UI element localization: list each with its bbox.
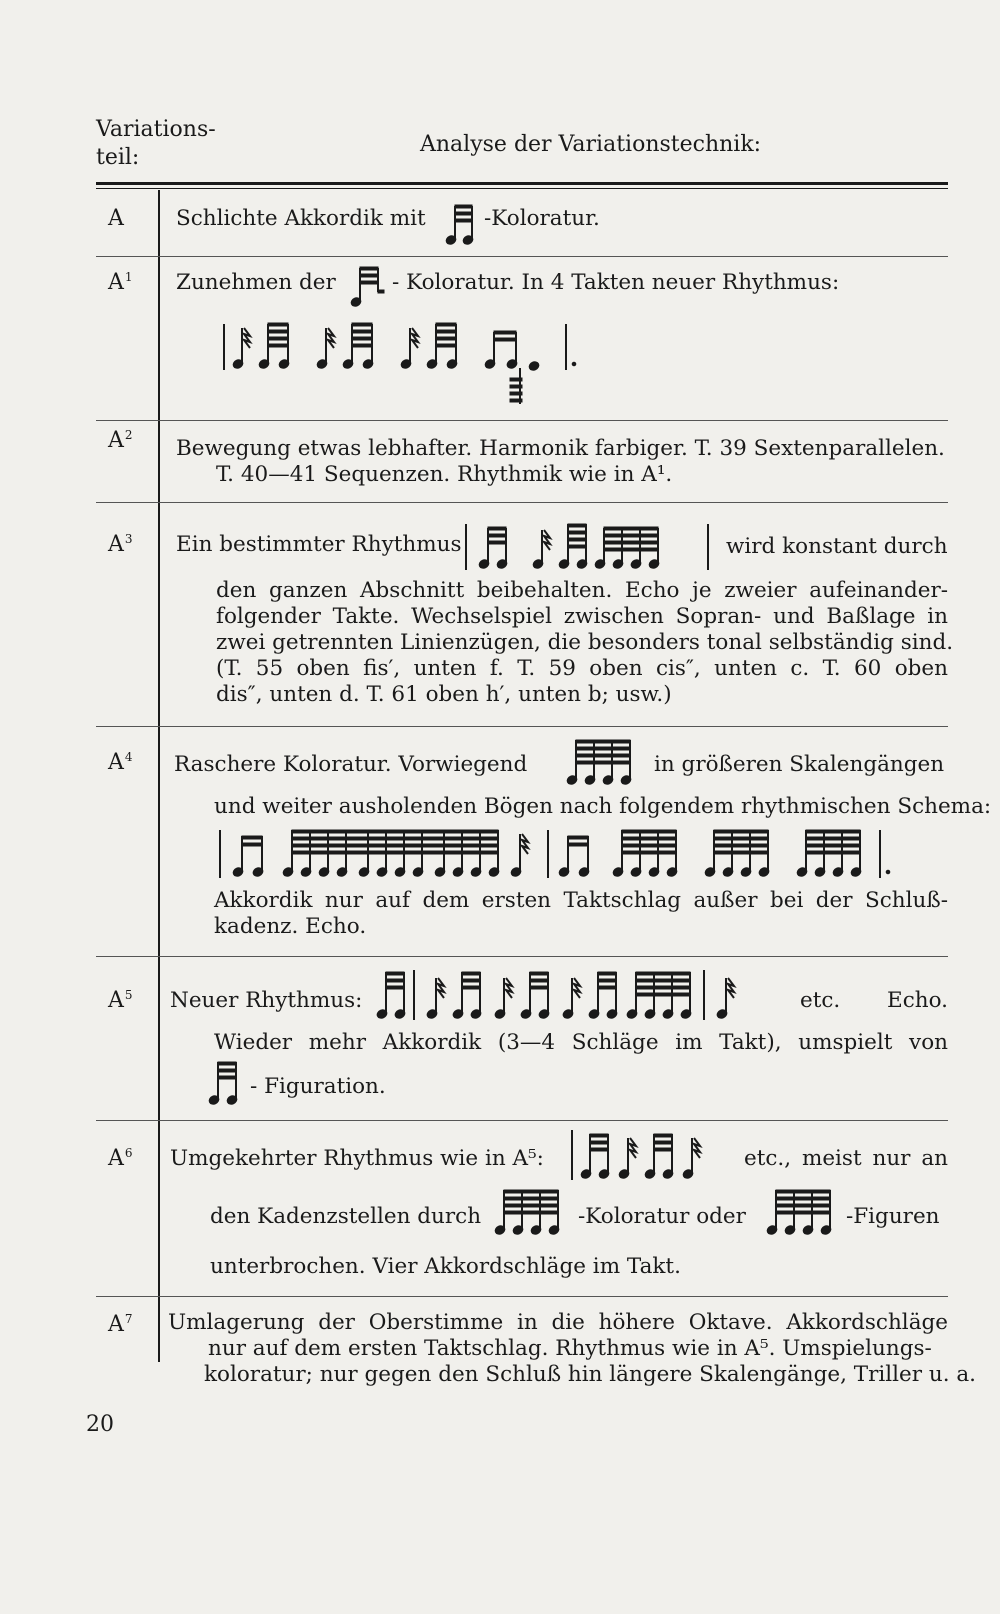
- row-separator: [96, 1120, 948, 1121]
- row-a7-text-2: nur auf dem ersten Taktschlag. Rhythmus wie in A⁵. Umspielungs-: [208, 1336, 932, 1361]
- row-separator: [96, 956, 948, 957]
- row-label-sup: 1: [124, 270, 133, 284]
- rhythm-schema-a1: [222, 318, 592, 414]
- row-label-text: A: [108, 270, 124, 295]
- music-figure-icon: [492, 1186, 572, 1238]
- row-a5-text-4: - Figuration.: [250, 1074, 386, 1099]
- row-label-sup: 4: [124, 750, 133, 764]
- row-label-sup: 7: [124, 1312, 133, 1326]
- row-label-sup: 3: [124, 532, 133, 546]
- header-rule-thin: [96, 188, 948, 189]
- row-label-text: A: [108, 532, 124, 557]
- header-line-1: Variations-: [96, 117, 216, 142]
- rhythm-figure-a6: [570, 1128, 730, 1184]
- row-a2-text-2: T. 40—41 Sequenzen. Rhythmik wie in A¹.: [216, 462, 673, 487]
- rhythm-schema-a4: [218, 826, 918, 886]
- music-figure-icon: [206, 1056, 246, 1108]
- rhythm-figure-a5: [374, 966, 782, 1026]
- row-a6-text-5: -Figuren: [846, 1204, 940, 1229]
- music-figure-icon: [764, 1186, 844, 1238]
- page-number: 20: [86, 1412, 114, 1437]
- row-a-text-1: Schlichte Akkordik mit: [176, 206, 426, 231]
- row-a3-text-7: dis″, unten d. T. 61 oben h′, unten b; usw.): [216, 682, 672, 707]
- row-a3-text-6: (T. 55 oben fis′, unten f. T. 59 oben cis″, unten c. T. 60 oben: [216, 656, 948, 681]
- row-a6-text-6: unterbrochen. Vier Akkordschläge im Takt.: [210, 1254, 681, 1279]
- row-label-a3: [108, 532, 133, 557]
- row-a3-text-4: folgender Takte. Wechselspiel zwischen Sopran- und Baßlage in: [216, 604, 948, 629]
- row-a6-text-2: etc., meist nur an: [744, 1146, 948, 1171]
- row-a2-text-1: Bewegung etwas lebhafter. Harmonik farbiger. T. 39 Sextenparallelen.: [176, 436, 945, 461]
- row-a6-text-1: Umgekehrter Rhythmus wie in A⁵:: [170, 1146, 544, 1171]
- row-a6-text-4: -Koloratur oder: [578, 1204, 746, 1229]
- row-label-a7: [108, 1312, 133, 1337]
- row-a3-text-3: den ganzen Abschnitt beibehalten. Echo je zweier aufeinander-: [216, 578, 948, 603]
- row-a6-text-3: den Kadenzstellen durch: [210, 1204, 482, 1229]
- row-a7-text-3: koloratur; nur gegen den Schluß hin längere Skalengänge, Triller u. a.: [204, 1362, 977, 1387]
- row-label-a4: [108, 750, 133, 775]
- music-figure-icon: [564, 736, 644, 788]
- row-separator: [96, 1296, 948, 1297]
- row-label-text: A: [108, 1312, 124, 1337]
- row-a1-text-2: - Koloratur. In 4 Takten neuer Rhythmus:: [392, 270, 840, 295]
- row-label-text: A: [108, 1146, 124, 1171]
- row-separator: [96, 420, 948, 421]
- row-a4-text-3: und weiter ausholenden Bögen nach folgendem rhythmischen Schema:: [214, 794, 992, 819]
- header-line-2: teil:: [96, 145, 140, 170]
- row-label-text: A: [108, 750, 124, 775]
- row-separator: [96, 502, 948, 503]
- row-separator: [96, 256, 948, 257]
- row-label-a: [108, 206, 124, 231]
- row-a4-text-4: Akkordik nur auf dem ersten Taktschlag außer bei der Schluß-: [214, 888, 948, 913]
- row-a4-text-2: in größeren Skalengängen: [654, 752, 945, 777]
- row-a5-text-1: Neuer Rhythmus:: [170, 988, 363, 1013]
- row-label-sup: 5: [124, 988, 133, 1002]
- column-divider: [158, 190, 160, 1362]
- row-a-text-2: -Koloratur.: [484, 206, 600, 231]
- row-a3-text-2: wird konstant durch: [726, 534, 948, 559]
- music-figure-icon: [348, 262, 388, 310]
- row-a4-text-5: kadenz. Echo.: [214, 914, 367, 939]
- row-label-a2: [108, 428, 133, 453]
- row-label-text: A: [108, 206, 124, 231]
- row-label-text: A: [108, 428, 124, 453]
- row-separator: [96, 726, 948, 727]
- row-label-sup: 6: [124, 1146, 133, 1160]
- header-rule: [96, 182, 948, 185]
- row-a3-text-5: zwei getrennten Linienzügen, die besonders tonal selbständig sind.: [216, 630, 954, 655]
- row-a5-text-2: etc. Echo.: [800, 988, 948, 1013]
- row-a1-text-1: Zunehmen der: [176, 270, 336, 295]
- column-header-variation-part: [96, 116, 216, 172]
- row-label-a5: [108, 988, 133, 1013]
- column-header-analysis: Analyse der Variationstechnik:: [420, 132, 762, 157]
- row-a3-text-1: Ein bestimmter Rhythmus: [176, 532, 462, 557]
- row-label-a6: [108, 1146, 133, 1171]
- row-label-a1: [108, 270, 133, 295]
- row-a5-text-3: Wieder mehr Akkordik (3—4 Schläge im Takt), umspielt von: [214, 1030, 948, 1055]
- rhythm-figure-a3: [464, 520, 712, 576]
- row-a7-text-1: Umlagerung der Oberstimme in die höhere Oktave. Akkordschläge: [168, 1310, 948, 1335]
- music-figure-icon: [444, 200, 480, 246]
- row-label-text: A: [108, 988, 124, 1013]
- row-label-sup: 2: [124, 428, 133, 442]
- row-a4-text-1: Raschere Koloratur. Vorwiegend: [174, 752, 528, 777]
